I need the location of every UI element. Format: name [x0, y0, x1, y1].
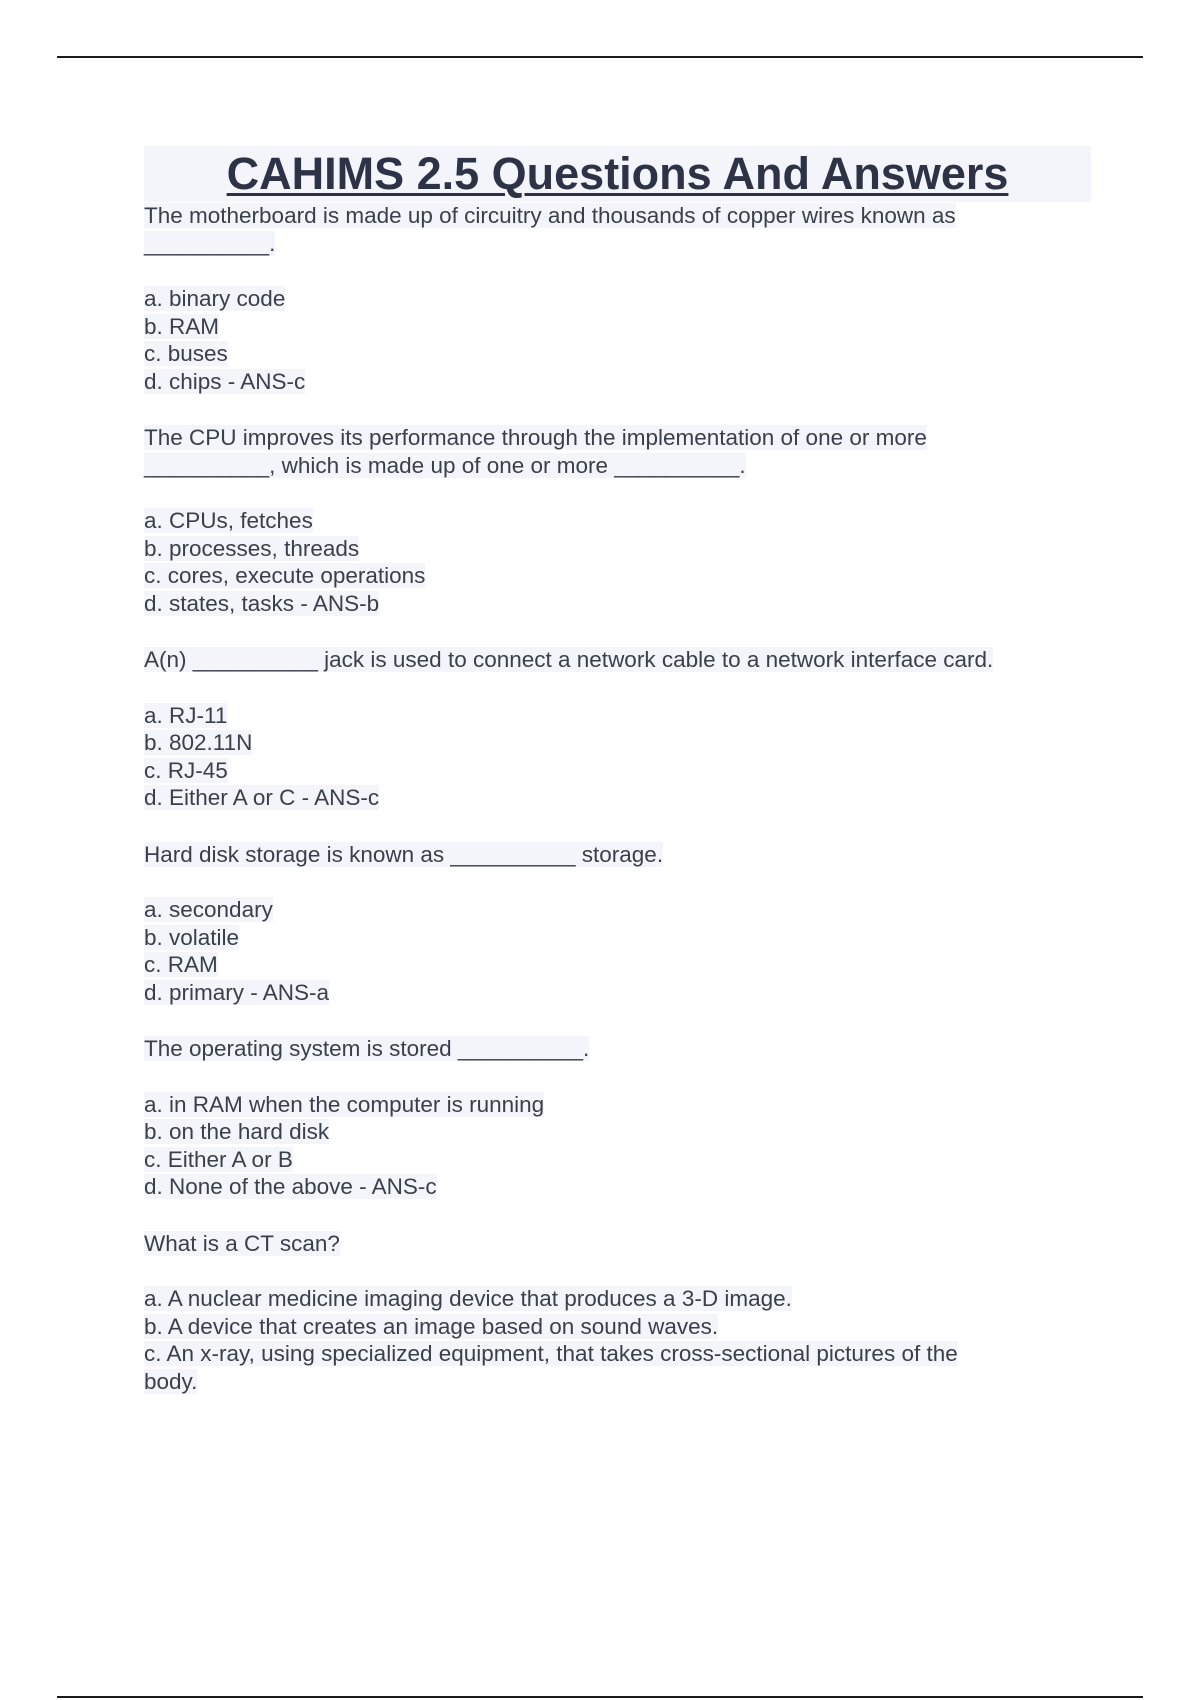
answer-option: c. Either A or B [144, 1146, 293, 1172]
answer-option: b. 802.11N [144, 730, 253, 755]
top-rule [57, 56, 1143, 58]
question-text: The CPU improves its performance through the implementation of one or more [144, 425, 927, 450]
question-block [144, 646, 1094, 812]
document-body [144, 146, 1094, 1395]
answer-option: a. CPUs, fetches [144, 508, 313, 533]
question-block [144, 1035, 1094, 1201]
question-text: Hard disk storage is known as __________ storage. [144, 841, 664, 867]
answer-option: b. A device that creates an image based on sound waves. [144, 1313, 719, 1339]
question-block [144, 841, 1094, 1007]
answer-option: a. RJ-11 [144, 702, 228, 728]
question-block [144, 202, 1094, 395]
answer-option: a. in RAM when the computer is running [144, 1091, 545, 1117]
question-text: The motherboard is made up of circuitry and thousands of copper wires known as [144, 203, 956, 228]
question-block [144, 1230, 1094, 1396]
answer-option: c. RAM [144, 952, 218, 977]
question-text: A(n) __________ jack is used to connect a network cable to a network interface card. [144, 647, 994, 672]
answer-option: b. on the hard disk [144, 1119, 330, 1144]
question-block [144, 424, 1094, 617]
question-text: What is a CT scan? [144, 1230, 340, 1256]
answer-option: c. An x-ray, using specialized equipment, that takes cross-sectional pictures of the [144, 1341, 958, 1366]
answer-option: c. buses [144, 341, 228, 366]
question-text: __________. [144, 230, 276, 256]
answer-option: b. volatile [144, 924, 240, 950]
answer-option: d. Either A or C - ANS-c [144, 785, 380, 810]
answer-option: d. primary - ANS-a [144, 979, 330, 1005]
answer-option: b. processes, threads [144, 535, 360, 561]
answer-option: a. secondary [144, 897, 273, 922]
question-text: The operating system is stored __________. [144, 1036, 590, 1061]
answer-option: b. RAM [144, 313, 220, 339]
answer-option: d. states, tasks - ANS-b [144, 590, 380, 616]
page-title: CAHIMS 2.5 Questions And Answers [226, 148, 1009, 199]
answer-option: a. binary code [144, 286, 286, 311]
answer-option: c. cores, execute operations [144, 563, 426, 588]
answer-option: a. A nuclear medicine imaging device that produces a 3-D image. [144, 1286, 792, 1311]
answer-option: c. RJ-45 [144, 757, 228, 783]
answer-option: d. None of the above - ANS-c [144, 1174, 437, 1199]
question-text: __________, which is made up of one or more __________. [144, 452, 746, 478]
answer-option: d. chips - ANS-c [144, 368, 306, 394]
title-banner [144, 146, 1091, 202]
bottom-rule [57, 1696, 1143, 1698]
answer-option: body. [144, 1368, 198, 1394]
